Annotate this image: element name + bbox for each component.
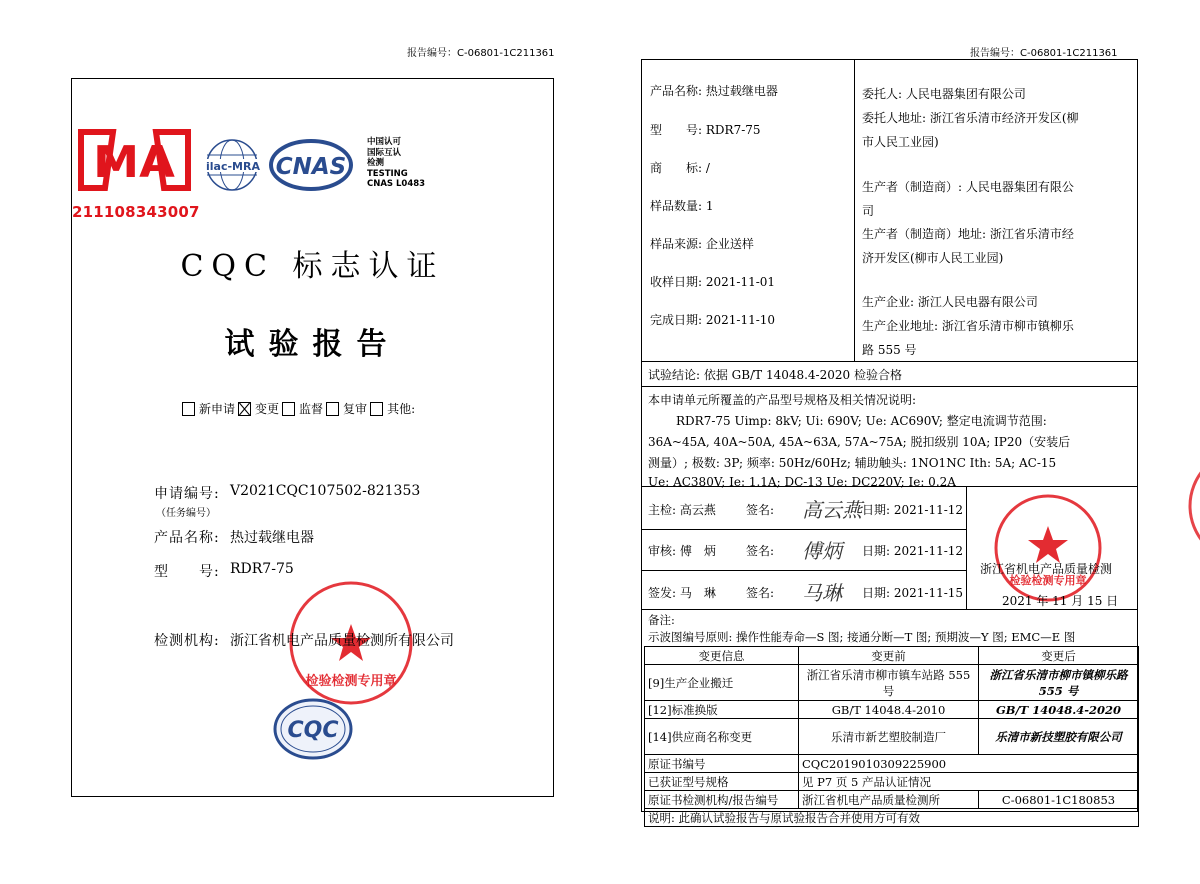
table-note-row: 说明: 此确认试验报告与原试验报告合并使用方可有效 <box>645 809 1139 827</box>
field-sample-qty: 样品数量: 1 <box>650 199 714 213</box>
svg-text:检验检测专用章: 检验检测专用章 <box>305 674 397 689</box>
divider <box>642 529 966 530</box>
manufacturer-address: 生产者（制造商）地址: 浙江省乐清市经 <box>862 227 1074 241</box>
client: 委托人: 人民电器集团有限公司 <box>862 87 1026 101</box>
manufacturer: 生产者（制造商）: 人民电器集团有限公 <box>862 180 1074 194</box>
checkbox-change <box>238 402 251 416</box>
divider <box>642 361 1137 362</box>
svg-text:MA: MA <box>93 136 175 188</box>
client-address-cont: 市人民工业园) <box>862 135 939 149</box>
factory-address-cont: 路 555 号 <box>862 343 917 357</box>
remarks-title: 备注: <box>648 613 675 627</box>
divider <box>642 386 1137 387</box>
svg-text:ilac-MRA: ilac-MRA <box>206 160 260 173</box>
cnas-logo <box>268 137 354 193</box>
scope-line: 36A~45A, 40A~50A, 45A~63A, 57A~75A; 脱扣级别 10A; IP20（安装后 <box>648 435 1071 449</box>
change-record-table <box>644 646 1139 827</box>
manufacturer-cont: 司 <box>862 204 875 218</box>
divider <box>642 486 1137 487</box>
reviewer-date: 日期: 2021-11-12 <box>862 544 964 558</box>
scope-line: 测量）; 极数: 3P; 频率: 50Hz/60Hz; 辅助触头: 1NO1NC Ith: 5A; AC-15 <box>648 456 1057 470</box>
table-row: 已获证型号规格 见 P7 页 5 产品认证情况 <box>645 773 1139 791</box>
apply-number-label: 申请编号: <box>154 486 220 502</box>
detail-page <box>641 59 1138 825</box>
divider <box>642 609 1137 610</box>
model-label: 型 号: <box>154 564 220 580</box>
sign-label: 签名: <box>746 586 775 600</box>
testing-lab-label: 检测机构: <box>154 633 220 649</box>
cma-logo <box>77 128 192 192</box>
checkbox-other <box>370 402 383 416</box>
ilac-mra-logo <box>202 137 264 193</box>
stamp-date: 2021 年 11 月 15 日 <box>1002 594 1119 608</box>
report-type-checkboxes: 新申请 变更 监督 复审 其他: <box>182 400 415 417</box>
task-number-label: （任务编号） <box>156 508 216 519</box>
checkbox-review <box>326 402 339 416</box>
inspector-signature: 高云燕 <box>802 498 862 522</box>
field-product-name: 产品名称: 热过载继电器 <box>650 84 778 98</box>
scope-line: Ue: AC380V; Ie: 1.1A; DC-13 Ue: DC220V; Ie: 0.2A <box>648 475 956 489</box>
report-title-line2: 试验报告 <box>224 327 401 362</box>
issuer-role: 签发: 马 琳 <box>648 586 716 600</box>
field-receive-date: 收样日期: 2021-11-01 <box>650 275 776 289</box>
checkbox-new <box>182 402 195 416</box>
sign-label: 签名: <box>746 503 775 517</box>
field-sample-source: 样品来源: 企业送样 <box>650 237 754 251</box>
remarks-line: 示波图编号原则: 操作性能寿命—S 图; 接通分断—T 图; 预期波—Y 图; EMC—E 图 <box>648 630 1076 644</box>
svg-text:CQC: CQC <box>287 718 339 743</box>
model-value: RDR7-75 <box>230 561 294 577</box>
factory: 生产企业: 浙江人民电器有限公司 <box>862 295 1038 309</box>
reviewer-signature: 傅炳 <box>802 539 842 563</box>
scope-title: 本申请单元所覆盖的产品型号规格及相关情况说明: <box>648 393 917 407</box>
testing-lab-value: 浙江省机电产品质量检测所有限公司 <box>230 633 454 649</box>
inspector-date: 日期: 2021-11-12 <box>862 503 964 517</box>
cnas-text: 中国认可 国际互认 检测 TESTING CNAS L0483 <box>367 137 426 189</box>
reviewer-role: 审核: 傅 炳 <box>648 544 716 558</box>
sign-label: 签名: <box>746 544 775 558</box>
divider <box>642 570 966 571</box>
table-row: [14]供应商名称变更 乐清市新艺塑胶制造厂 乐清市新技塑胶有限公司 <box>645 719 1139 755</box>
product-name-label: 产品名称: <box>154 530 220 546</box>
factory-address: 生产企业地址: 浙江省乐清市柳市镇柳乐 <box>862 319 1074 333</box>
manufacturer-address-cont: 济开发区(柳市人民工业园) <box>862 251 1004 265</box>
issuer-date: 日期: 2021-11-15 <box>862 586 964 600</box>
table-header-row: 变更信息 变更前 变更后 <box>645 647 1139 665</box>
table-row: [9]生产企业搬迁 浙江省乐清市柳市镇车站路 555 号 浙江省乐清市柳市镇柳乐路 555 号 <box>645 665 1139 701</box>
partial-stamp <box>1186 458 1200 558</box>
column-divider <box>854 60 855 361</box>
svg-text:检验检测专用章: 检验检测专用章 <box>1009 574 1087 587</box>
table-row: 原证书编号 CQC2019010309225900 <box>645 755 1139 773</box>
scope-line: RDR7-75 Uimp: 8kV; Ui: 690V; Ue: AC690V; 整定电流调节范围: <box>676 414 1047 428</box>
report-number: 报告编号：C-06801-1C211361 <box>970 48 1118 59</box>
stamp-org: 浙江省机电产品质量检测 <box>980 562 1113 576</box>
test-conclusion: 试验结论: 依据 GB/T 14048.4-2020 检验合格 <box>648 368 902 382</box>
report-title-line1: CQC 标志认证 <box>180 249 445 284</box>
column-divider <box>966 486 967 609</box>
inspector-role: 主检: 高云燕 <box>648 503 716 517</box>
table-row: [12]标准换版 GB/T 14048.4-2010 GB/T 14048.4-2020 <box>645 701 1139 719</box>
issuer-signature: 马琳 <box>802 581 842 605</box>
checkbox-supervise <box>282 402 295 416</box>
apply-number-value: V2021CQC107502-821353 <box>230 483 421 499</box>
client-address: 委托人地址: 浙江省乐清市经济开发区(柳 <box>862 111 1079 125</box>
table-row: 原证书检测机构/报告编号 浙江省机电产品质量检测所 C-06801-1C180853 <box>645 791 1139 809</box>
cover-page <box>71 78 554 797</box>
cqc-logo <box>272 697 354 761</box>
svg-text:CNAS: CNAS <box>275 154 347 180</box>
product-name-value: 热过载继电器 <box>230 530 314 546</box>
field-finish-date: 完成日期: 2021-11-10 <box>650 313 776 327</box>
field-model: 型 号: RDR7-75 <box>650 123 761 137</box>
report-number: 报告编号：C-06801-1C211361 <box>407 48 555 59</box>
cma-number: 211108343007 <box>72 203 200 221</box>
field-trademark: 商 标: / <box>650 161 710 175</box>
